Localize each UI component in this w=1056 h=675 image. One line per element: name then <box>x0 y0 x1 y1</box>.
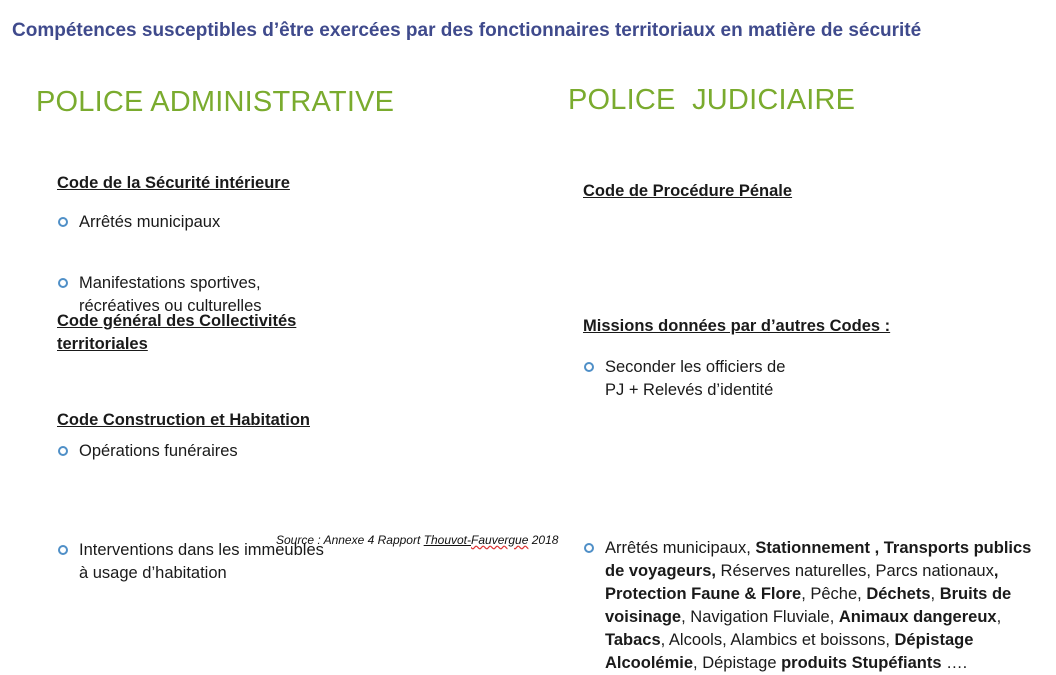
source-prefix: Source : Annexe 4 Rapport <box>276 533 424 547</box>
heading-police-administrative: POLICE ADMINISTRATIVE <box>36 86 395 118</box>
mission-run: Déchets <box>866 585 931 603</box>
item-text-line: récréatives ou culturelles <box>79 297 262 315</box>
code-procedure-penale: Code de Procédure Pénale <box>583 182 793 200</box>
mission-run: Tabacs <box>605 631 661 649</box>
item-text: Arrêtés municipaux <box>79 213 221 231</box>
heading-police-judiciaire: POLICE JUDICIAIRE <box>568 84 856 116</box>
mission-run: Animaux dangereux <box>838 608 997 626</box>
mission-run: , <box>930 585 940 603</box>
item-text-line: PJ + Relevés d’identité <box>605 381 774 399</box>
mission-run: Arrêtés municipaux, <box>605 539 756 557</box>
mission-run: Dépistage Alcoolémie <box>605 631 974 672</box>
code-construction-habitation: Code Construction et Habitation <box>57 411 310 429</box>
bullet-icon <box>58 446 68 456</box>
mission-run: …. <box>941 654 968 672</box>
mission-run: produits Stupéfiants <box>781 654 942 672</box>
bullet-icon <box>58 217 68 227</box>
bullet-icon <box>58 278 68 288</box>
bullet-icon <box>584 362 594 372</box>
mission-run: , Protection Faune & Flore <box>605 562 999 603</box>
mission-run: Bruits de voisinage <box>605 585 1012 626</box>
source-sep: - <box>467 533 472 547</box>
list-item-missions <box>583 537 1035 675</box>
mission-run: , <box>996 608 1002 626</box>
source-author1: Thouvot <box>423 533 468 547</box>
mission-run: , Pêche, <box>801 585 867 603</box>
list-item <box>57 211 379 234</box>
list-item <box>57 440 379 463</box>
mission-run: , Alcools, Alambics et boissons, <box>660 631 895 649</box>
source-year: 2018 <box>528 533 559 547</box>
missions-text <box>605 537 1035 675</box>
item-text-line: à usage d’habitation <box>79 564 227 582</box>
source-author2: Fauvergue <box>471 533 529 547</box>
mission-run: , Navigation Fluviale, <box>681 608 839 626</box>
slide-title: Compétences susceptibles d’être exercées par des fonctionnaires territoriaux en matière de sécurité <box>12 20 922 41</box>
code-text-line: territoriales <box>57 335 148 353</box>
code-collectivites-territoriales <box>57 310 357 356</box>
code-text-line: Code général des Collectivités <box>57 312 297 330</box>
mission-run: Réserves naturelles, Parcs nationaux <box>715 562 994 580</box>
code-autres-missions: Missions données par d’autres Codes : <box>583 317 891 335</box>
mission-run: , Dépistage <box>693 654 782 672</box>
item-text: Opérations funéraires <box>79 442 238 460</box>
list-item <box>583 356 845 402</box>
mission-run: Stationnement , Transports publics de voyageurs, <box>605 539 1032 580</box>
source-citation <box>276 533 558 547</box>
item-text-line: Seconder les officiers de <box>605 358 786 376</box>
item-text-line: Interventions dans les immeubles <box>79 541 324 559</box>
item-text-line: Manifestations sportives, <box>79 274 261 292</box>
code-securite-interieure: Code de la Sécurité intérieure <box>57 174 290 192</box>
bullet-icon <box>584 543 594 553</box>
bullet-icon <box>58 545 68 555</box>
